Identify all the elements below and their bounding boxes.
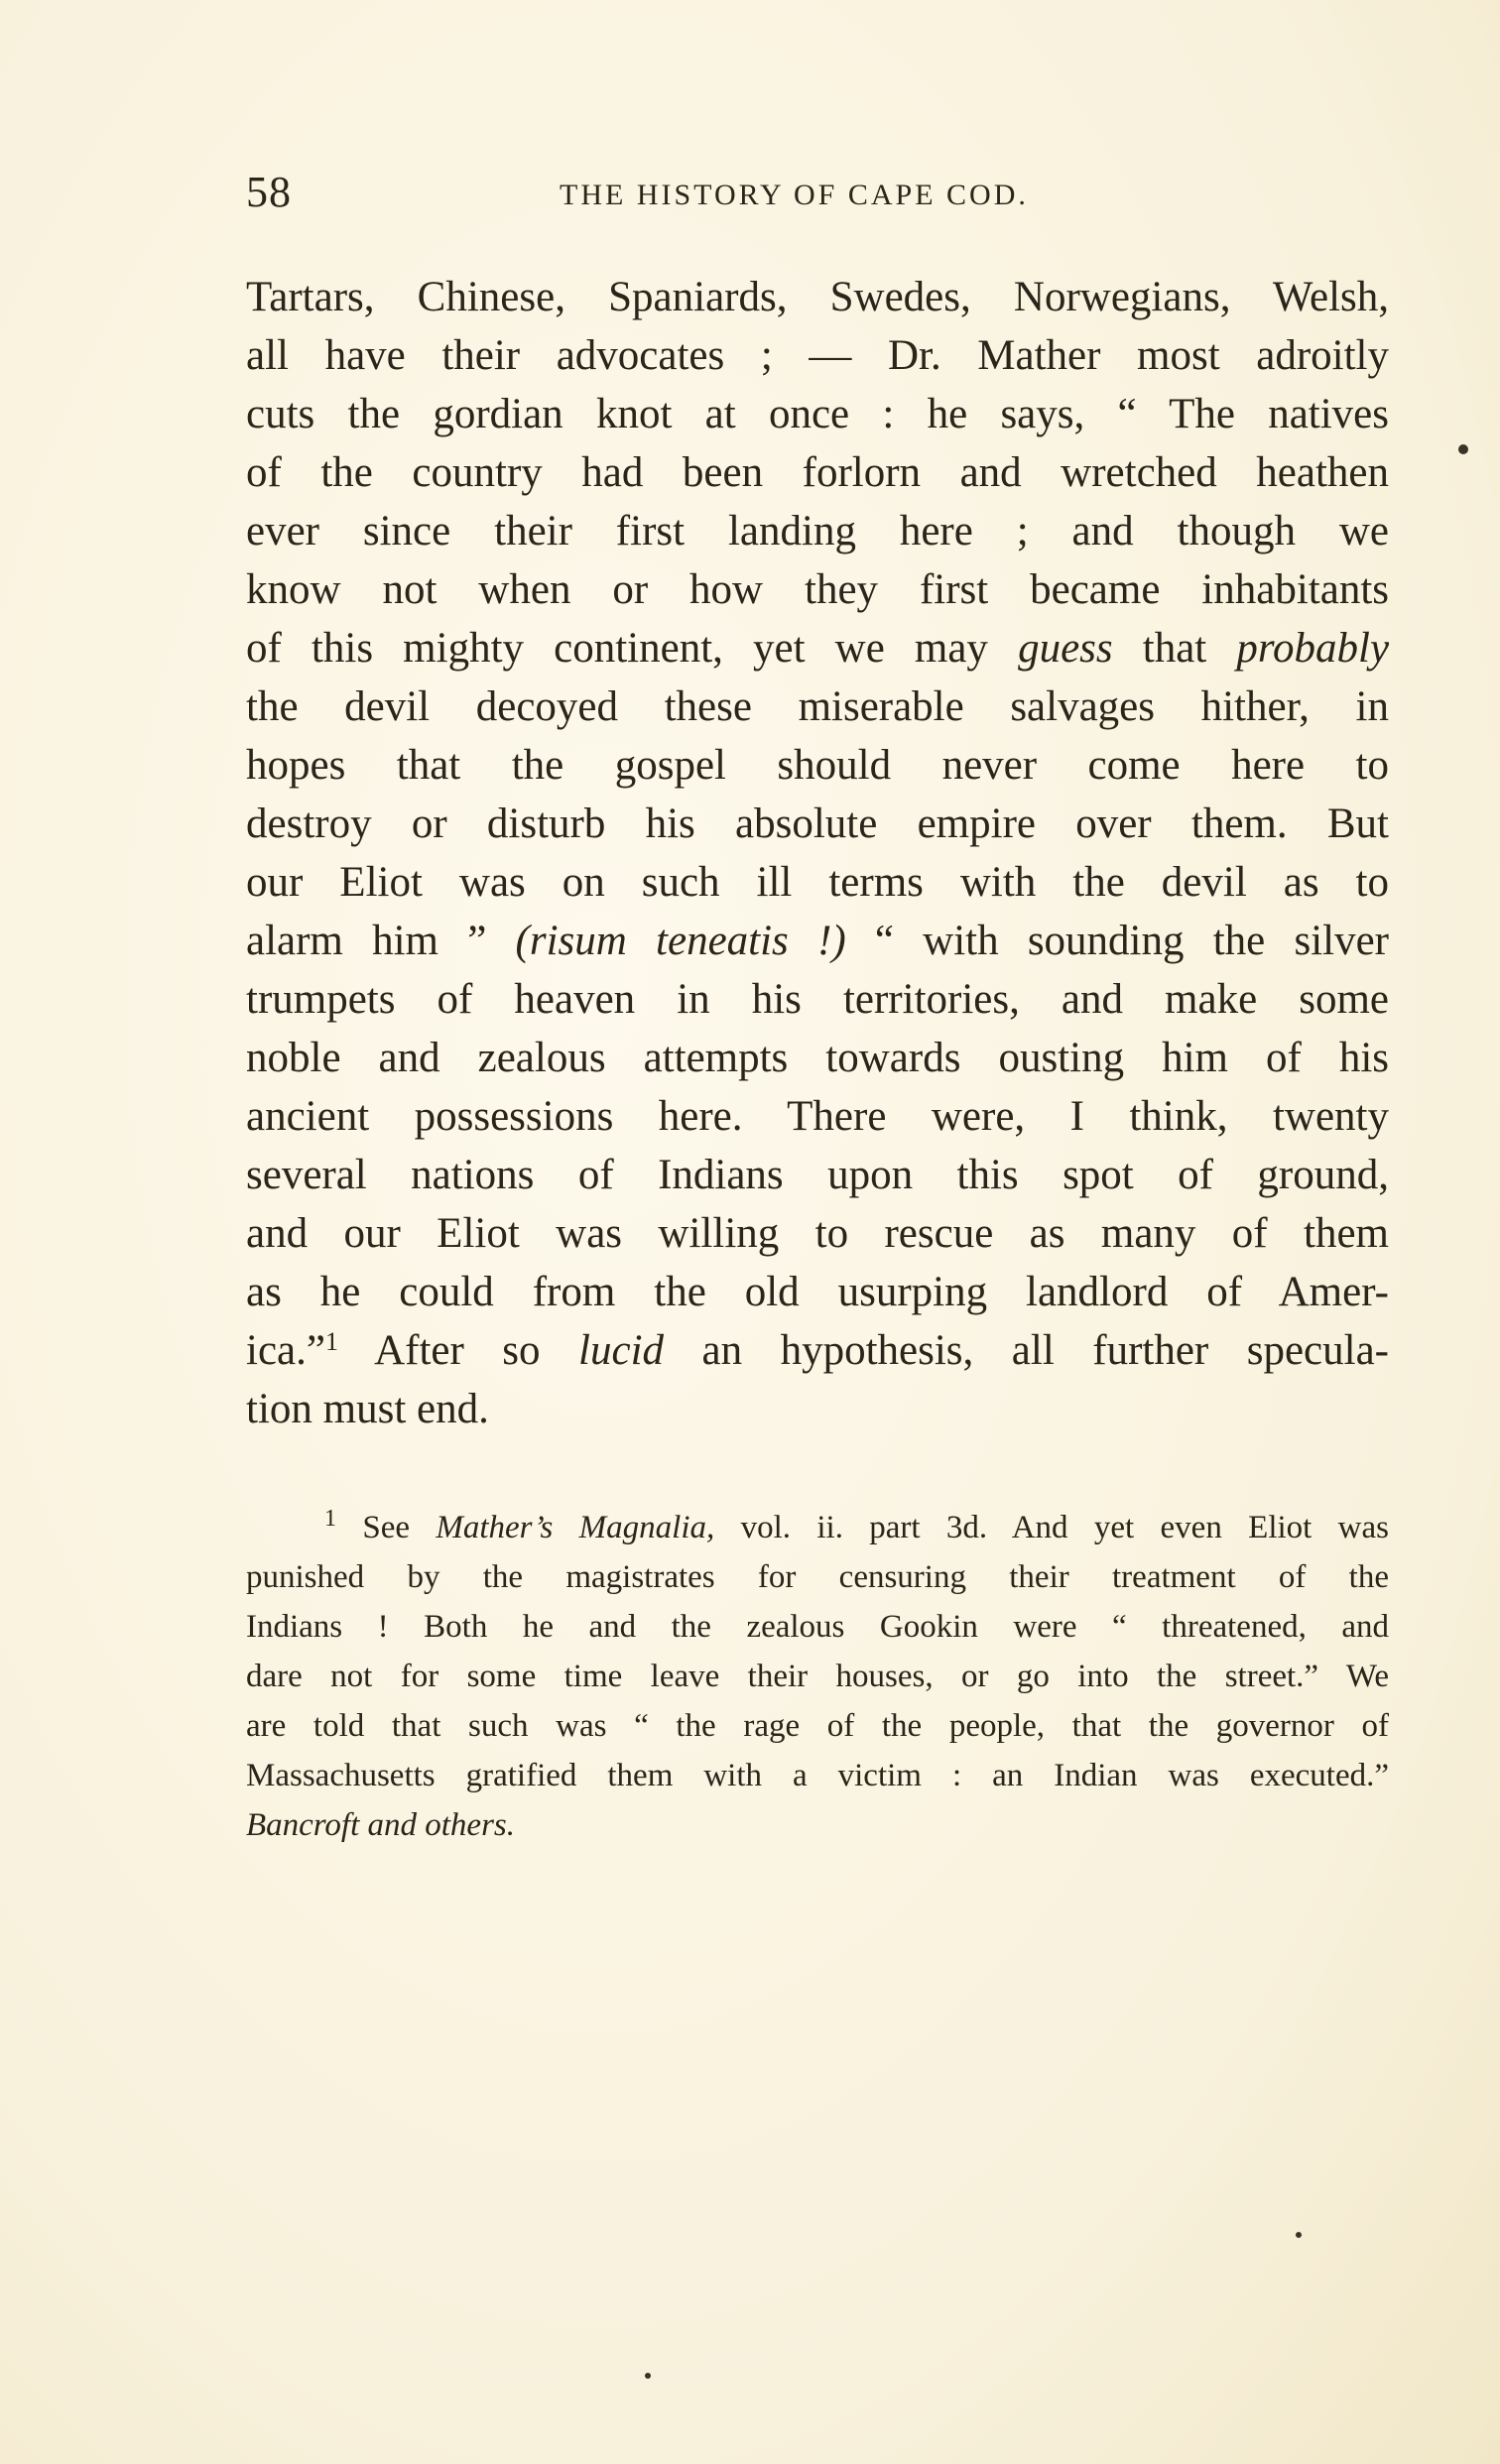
text-line: our Eliot was on such ill terms with the devil as to bbox=[246, 859, 1389, 906]
text-line: ancient possessions here. There were, I think, twenty bbox=[246, 1093, 1389, 1140]
text-line: tion must end. bbox=[246, 1386, 489, 1432]
text-segment: “ with sounding the silver bbox=[874, 918, 1390, 964]
page-header bbox=[246, 167, 1387, 226]
italic-phrase: (risum teneatis !) bbox=[515, 918, 846, 964]
text-line: all have their advocates ; — Dr. Mather most adroitly bbox=[246, 332, 1389, 379]
footnote-mark: 1 bbox=[324, 1506, 337, 1532]
footnote-line: Indians ! Both he and the zealous Gookin were “ threatened, and bbox=[246, 1609, 1389, 1645]
footnote bbox=[246, 1503, 1389, 1850]
text-segment: an hypothesis, all further specula- bbox=[701, 1327, 1389, 1374]
text-segment: After so bbox=[374, 1327, 541, 1374]
footnote-line: punished by the magistrates for censuring their treatment of the bbox=[246, 1559, 1389, 1595]
text-line: of the country had been forlorn and wretched heathen bbox=[246, 449, 1389, 496]
text-line bbox=[246, 912, 1389, 970]
body-text bbox=[246, 268, 1389, 1438]
text-line bbox=[246, 1321, 1389, 1380]
text-segment: vol. ii. part 3d. And yet even Eliot was bbox=[740, 1510, 1389, 1545]
text-line: as he could from the old usurping landlord of Amer- bbox=[246, 1269, 1389, 1315]
italic-word: probably bbox=[1236, 625, 1390, 672]
footnote-line bbox=[246, 1503, 1389, 1552]
text-line: hopes that the gospel should never come here to bbox=[246, 742, 1389, 789]
text-line: know not when or how they first became inhabitants bbox=[246, 566, 1389, 613]
footnote-line: dare not for some time leave their houses, or go into the street.” We bbox=[246, 1659, 1389, 1694]
footnote-reference: 1 bbox=[324, 1327, 338, 1356]
text-segment: ica.” bbox=[246, 1327, 325, 1374]
italic-word: guess bbox=[1018, 625, 1113, 672]
page-number: 58 bbox=[246, 168, 292, 216]
text-line: ever since their first landing here ; and though we bbox=[246, 508, 1389, 554]
text-segment: of this mighty continent, yet we may bbox=[246, 625, 988, 672]
text-line bbox=[246, 619, 1389, 678]
text-segment: alarm him ” bbox=[246, 918, 487, 964]
paper-speck bbox=[1458, 444, 1468, 454]
text-segment: See bbox=[362, 1510, 411, 1545]
text-line: Tartars, Chinese, Spaniards, Swedes, Norwegians, Welsh, bbox=[246, 274, 1389, 320]
text-segment: that bbox=[1142, 625, 1207, 672]
text-line: several nations of Indians upon this spot of ground, bbox=[246, 1152, 1389, 1198]
text-line: noble and zealous attempts towards ousting him of his bbox=[246, 1035, 1389, 1081]
text-line: destroy or disturb his absolute empire over them. But bbox=[246, 801, 1389, 847]
footnote-line: are told that such was “ the rage of the people, that the governor of bbox=[246, 1708, 1389, 1744]
text-line: the devil decoyed these miserable salvages hither, in bbox=[246, 683, 1389, 730]
footnote-line: Bancroft and others. bbox=[246, 1807, 516, 1843]
italic-title: Mather’s Magnalia, bbox=[436, 1510, 715, 1545]
text-line: cuts the gordian knot at once : he says, “ The natives bbox=[246, 391, 1389, 437]
footnote-line: Massachusetts gratified them with a victim : an Indian was executed.” bbox=[246, 1758, 1389, 1793]
running-head: THE HISTORY OF CAPE COD. bbox=[560, 179, 1029, 211]
text-line: and our Eliot was willing to rescue as many of them bbox=[246, 1210, 1389, 1257]
paper-speck bbox=[1296, 2232, 1302, 2238]
paper-speck bbox=[645, 2373, 651, 2379]
italic-word: lucid bbox=[578, 1327, 665, 1374]
text-line: trumpets of heaven in his territories, and make some bbox=[246, 976, 1389, 1023]
